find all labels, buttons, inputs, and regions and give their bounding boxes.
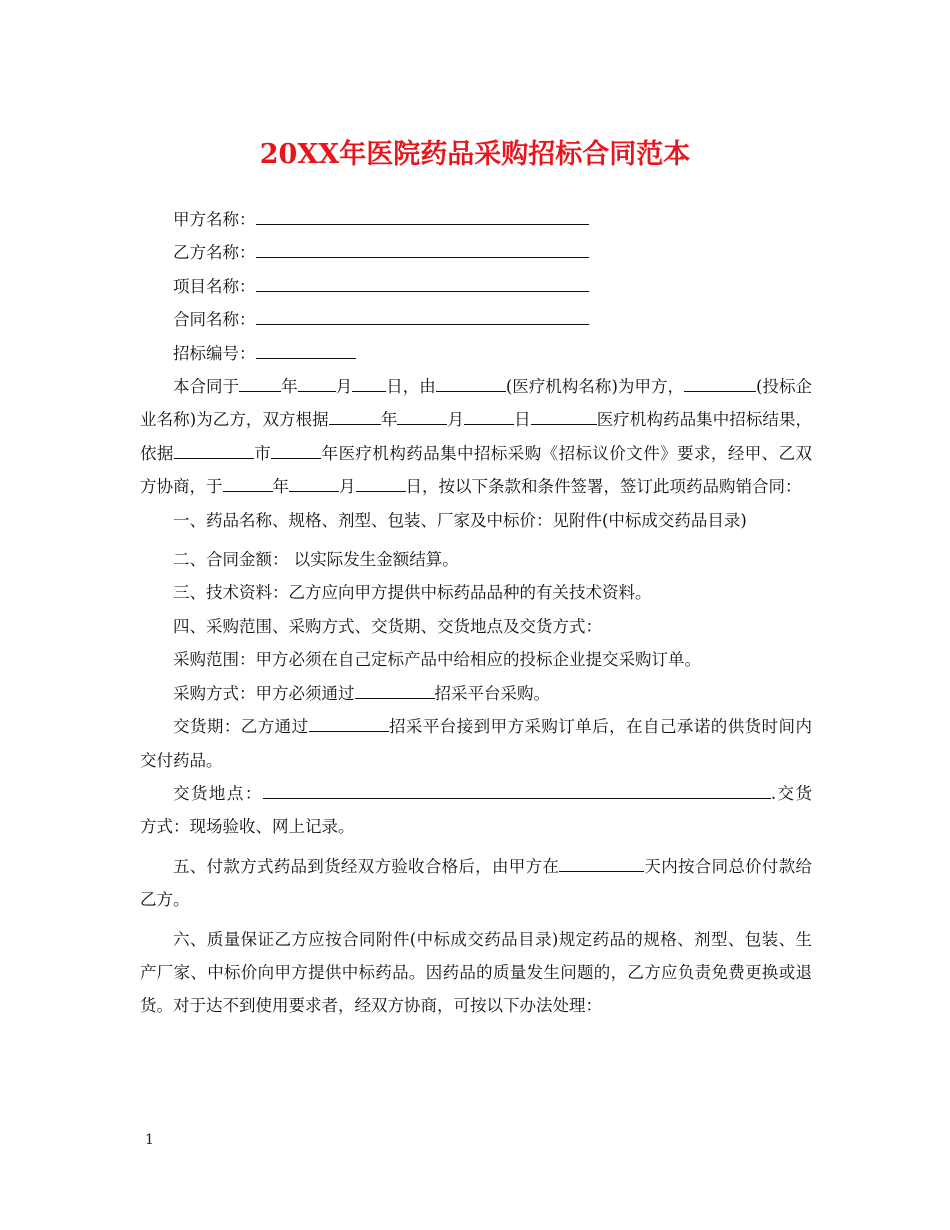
clause-2: 二、合同金额： 以实际发生金额结算。 bbox=[173, 550, 459, 570]
field-party-a: 甲方名称： bbox=[140, 203, 812, 236]
blank-line bbox=[256, 241, 589, 258]
blank-line bbox=[263, 782, 771, 799]
blank-line bbox=[256, 275, 589, 292]
blank-line bbox=[355, 682, 435, 699]
intro-paragraph: 本合同于 年 月 日，由 (医疗机构名称)为甲方， (投标企业名称)为乙方，双方根据 年 月 日 医疗机构药品集中招标结果，依据 市 年医疗机构药品集中招标采购《招标议价文件》要求，经甲、乙双方协商，于 年 月 日，按以下条款和条件签署，签订此项药品购销合同： bbox=[140, 377, 813, 497]
blank-line bbox=[256, 342, 356, 359]
blank-line bbox=[256, 308, 589, 325]
clause-4-scope: 采购范围：甲方必须在自己定标产品中给相应的投标企业提交采购订单。 bbox=[173, 650, 701, 670]
document-title: 20XX年医院药品采购招标合同范本 bbox=[259, 139, 691, 170]
blank-line bbox=[256, 208, 589, 225]
blank-line bbox=[309, 715, 389, 732]
field-project: 项目名称： bbox=[140, 270, 812, 303]
clause-4-method: 采购方式：甲方必须通过 招采平台采购。 bbox=[173, 683, 550, 703]
clause-3: 三、技术资料：乙方应向甲方提供中标药品品种的有关技术资料。 bbox=[173, 583, 652, 603]
page-number: 1 bbox=[145, 1132, 154, 1148]
clause-1: 一、药品名称、规格、剂型、包装、厂家及中标价：见附件(中标成交药品目录) bbox=[173, 510, 747, 530]
blank-line bbox=[559, 855, 644, 872]
clause-4-delivery-time: 交货期：乙方通过 招采平台接到甲方采购订单后，在自己承诺的供货时间内交付药品。 bbox=[140, 717, 813, 770]
field-contract: 合同名称： bbox=[140, 303, 812, 336]
clause-4-delivery-place: 交货地点： .交货方式：现场验收、网上记录。 bbox=[140, 783, 813, 837]
clause-4: 四、采购范围、采购方式、交货期、交货地点及交货方式： bbox=[173, 616, 602, 636]
document-body bbox=[140, 203, 812, 1023]
clause-6: 六、质量保证乙方应按合同附件(中标成交药品目录)规定药品的规格、剂型、包装、生产厂家、中标价向甲方提供中标药品。因药品的质量发生问题的，乙方应负责免费更换或退货。对于达不到使用要求者，经双方协商，可按以下办法处理： bbox=[140, 929, 812, 1016]
clause-5: 五、付款方式药品到货经双方验收合格后，由甲方在 天内按合同总价付款给乙方。 bbox=[140, 856, 813, 910]
field-bid-no: 招标编号： bbox=[140, 337, 812, 370]
field-party-b: 乙方名称： bbox=[140, 236, 812, 269]
